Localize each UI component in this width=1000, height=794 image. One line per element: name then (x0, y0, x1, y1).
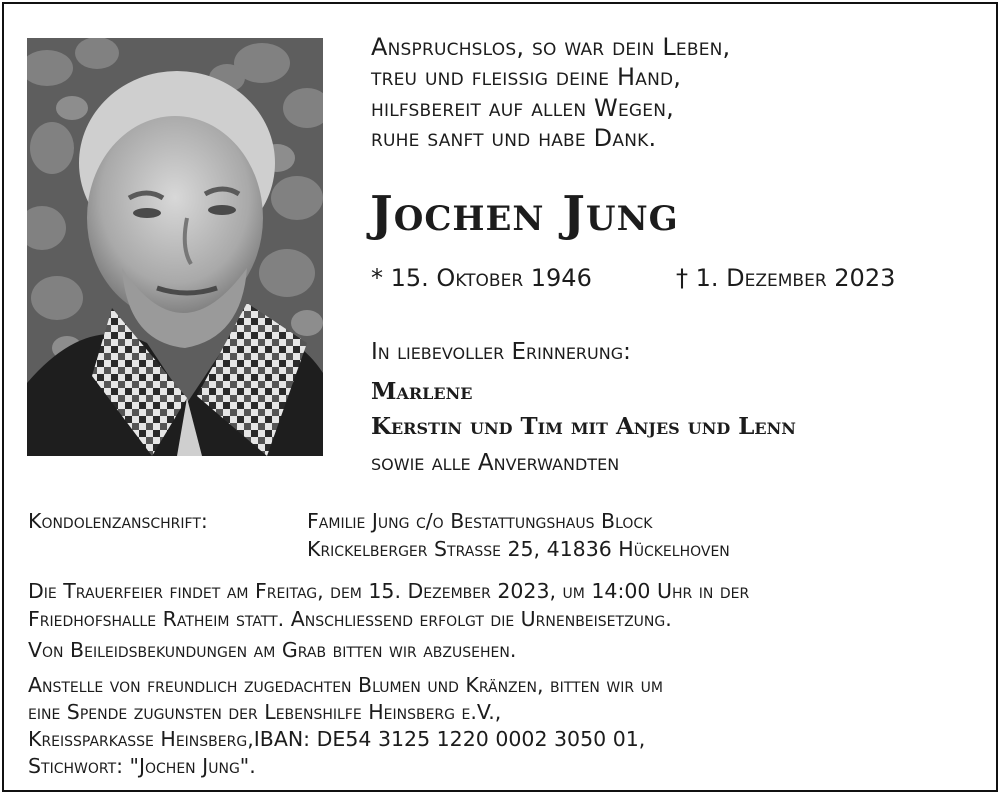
relatives-line: sowie alle Anverwandten (371, 450, 620, 476)
mourner-line: Kerstin und Tim mit Anjes und Lenn (371, 413, 796, 440)
poem-line-2: treu und fleissig deine Hand, (371, 63, 682, 91)
donation-line: eine Spende zugunsten der Lebenshilfe Heinsberg e.V., (28, 700, 502, 724)
death-date: † 1. Dezember 2023 (676, 264, 896, 292)
condolence-address-line: Krickelberger Strasse 25, 41836 Hückelhoven (307, 537, 730, 561)
birth-date: * 15. Oktober 1946 (371, 264, 592, 292)
poem-line-1: Anspruchslos, so war dein Leben, (371, 33, 731, 61)
deceased-name: Jochen Jung (370, 186, 679, 242)
donation-line: Stichwort: "Jochen Jung". (28, 754, 256, 778)
poem-line-3: hilfsbereit auf allen Wegen, (371, 94, 674, 122)
portrait-image (27, 38, 323, 456)
condolence-label: Kondolenzanschrift: (28, 509, 208, 533)
obituary-notice (2, 2, 998, 792)
funeral-line: Die Trauerfeier findet am Freitag, dem 15. Dezember 2023, um 14:00 Uhr in der (28, 579, 750, 603)
remembrance-heading: In liebevoller Erinnerung: (371, 339, 631, 365)
funeral-line: Friedhofshalle Ratheim statt. Anschliessend erfolgt die Urnenbeisetzung. (28, 607, 672, 631)
mourner-line: Marlene (371, 378, 473, 405)
donation-line: Kreissparkasse Heinsberg,IBAN: DE54 3125 1220 0002 3050 01, (28, 727, 646, 751)
portrait-photo (27, 38, 323, 456)
poem-line-4: ruhe sanft und habe Dank. (371, 124, 657, 152)
donation-line: Anstelle von freundlich zugedachten Blumen und Kränzen, bitten wir um (28, 673, 663, 697)
condolence-address-line: Familie Jung c/o Bestattungshaus Block (307, 509, 653, 533)
no-condolences-note: Von Beileidsbekundungen am Grab bitten wir abzusehen. (28, 638, 517, 662)
